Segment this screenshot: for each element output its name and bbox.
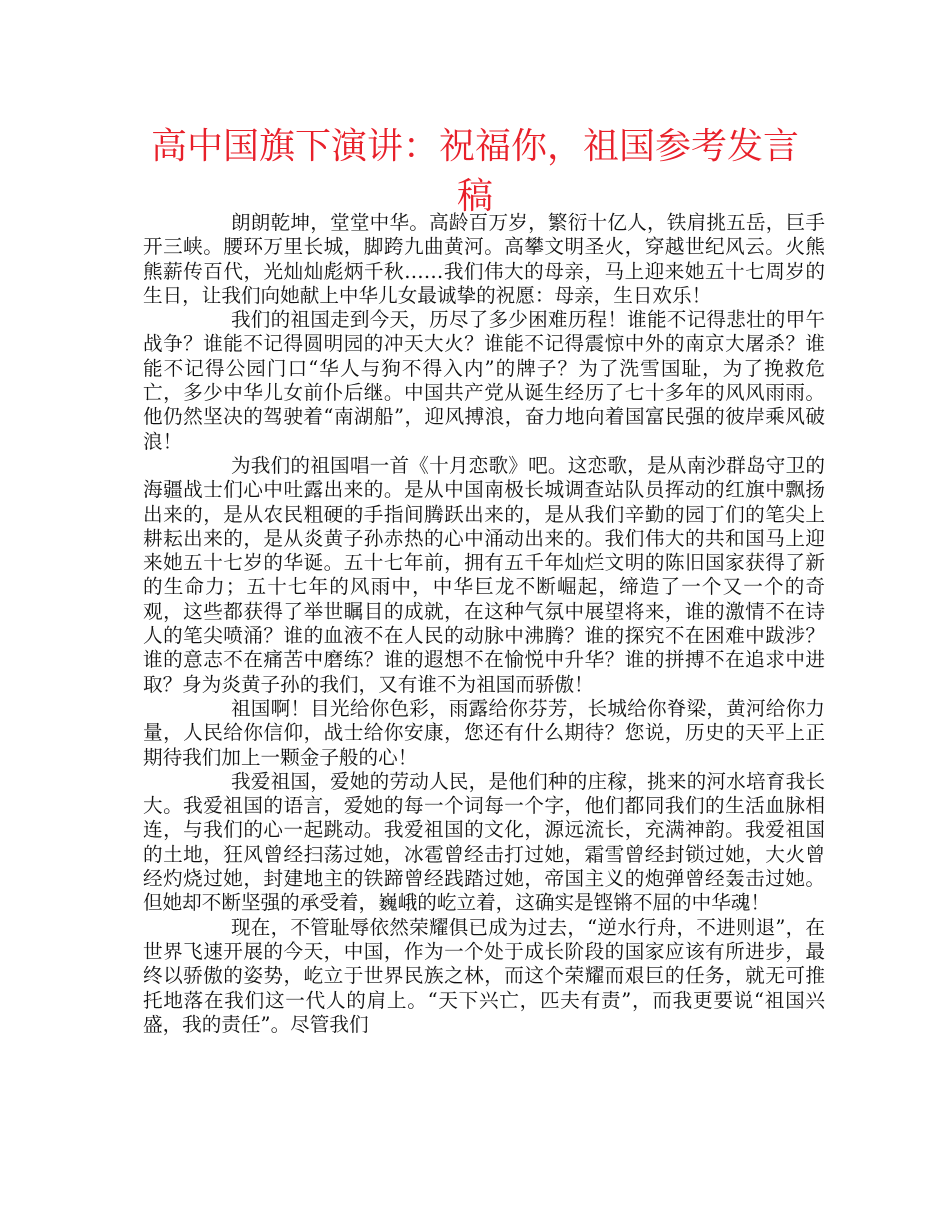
document-title: 高中国旗下演讲：祝福你，祖国参考发言稿 [150,126,799,217]
paragraph: 朗朗乾坤，堂堂中华。高龄百万岁，繁衍十亿人，铁肩挑五岳，巨手开三峡。腰环万里长城，脚跨九曲黄河。高攀文明圣火，穿越世纪风云。火熊熊薪传百代，光灿灿彪炳千秋……我们伟大的母亲，马上迎来她五十七周岁的生日，让我们向她献上中华儿女最诚挚的祝愿：母亲，生日欢乐！ [143,211,825,307]
paragraph: 为我们的祖国唱一首《十月恋歌》吧。这恋歌，是从南沙群岛守卫的海疆战士们心中吐露出来的。是从中国南极长城调查站队员挥动的红旗中飘扬出来的，是从农民粗硬的手指间腾跃出来的，是从我们辛勤的园丁们的笔尖上耕耘出来的，是从炎黄子孙赤热的心中涌动出来的。我们伟大的共和国马上迎来她五十七岁的华诞。五十七年前，拥有五千年灿烂文明的陈旧国家获得了新的生命力；五十七年的风雨中，中华巨龙不断崛起，缔造了一个又一个的奇观，这些都获得了举世瞩目的成就，在这种气氛中展望将来，谁的激情不在诗人的笔尖喷涌？谁的血液不在人民的动脉中沸腾？谁的探究不在困难中跋涉？谁的意志不在痛苦中磨练？谁的遐想不在愉悦中升华？谁的拼搏不在追求中进取？身为炎黄子孙的我们，又有谁不为祖国而骄傲！ [143,453,825,696]
document-body [143,211,825,1037]
paragraph: 祖国啊！目光给你色彩，雨露给你芬芳，长城给你脊梁，黄河给你力量，人民给你信仰，战士给你安康，您还有什么期待？您说，历史的天平上正期待我们加上一颗金子般的心！ [143,696,825,769]
paragraph: 我们的祖国走到今天，历尽了多少困难历程！谁能不记得悲壮的甲午战争？谁能不记得圆明园的冲天大火？谁能不记得震惊中外的南京大屠杀？谁能不记得公园门口“华人与狗不得入内”的牌子？为了洗雪国耻，为了挽救危亡，多少中华儿女前仆后继。中国共产党从诞生经历了七十多年的风风雨雨。他仍然坚决的驾驶着“南湖船”，迎风搏浪，奋力地向着国富民强的彼岸乘风破浪！ [143,308,825,453]
paragraph: 现在，不管耻辱依然荣耀俱已成为过去，“逆水行舟，不进则退”，在世界飞速开展的今天，中国，作为一个处于成长阶段的国家应该有所进步，最终以骄傲的姿势，屹立于世界民族之林，而这个荣耀而艰巨的任务，就无可推托地落在我们这一代人的肩上。“天下兴亡，匹夫有责”，而我更要说“祖国兴盛，我的责任”。尽管我们 [143,915,825,1036]
paragraph: 我爱祖国，爱她的劳动人民，是他们种的庄稼，挑来的河水培育我长大。我爱祖国的语言，爱她的每一个词每一个字，他们都同我们的生活血脉相连，与我们的心一起跳动。我爱祖国的文化，源远流长，充满神韵。我爱祖国的土地，狂风曾经扫荡过她，冰雹曾经击打过她，霜雪曾经封锁过她，大火曾经灼烧过她，封建地主的铁蹄曾经践踏过她，帝国主义的炮弹曾经轰击过她。但她却不断坚强的承受着，巍峨的屹立着，这确实是铿锵不屈的中华魂！ [143,769,825,915]
